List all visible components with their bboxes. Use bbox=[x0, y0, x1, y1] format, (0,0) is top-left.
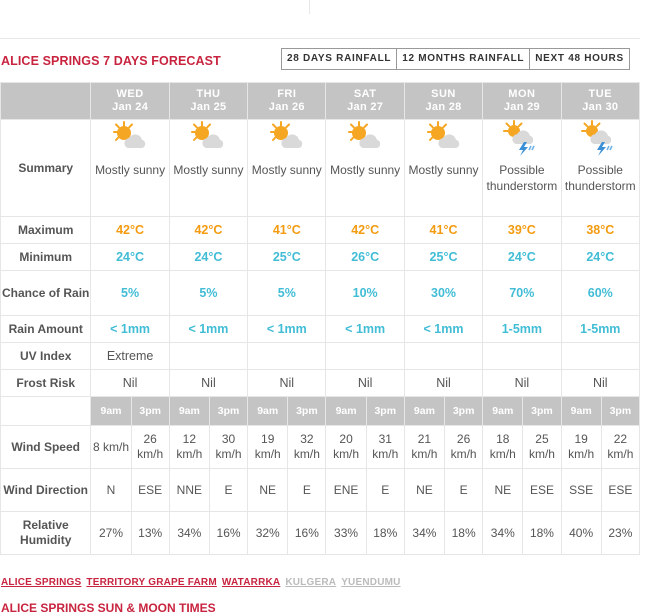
wind-speed-cell: 32 km/h bbox=[288, 426, 326, 469]
sun-cloud-icon bbox=[248, 120, 325, 156]
humidity-cell: 18% bbox=[366, 512, 404, 555]
wind-direction-cell: N bbox=[91, 469, 131, 512]
humidity-cell: 16% bbox=[288, 512, 326, 555]
wind-direction-cell: E bbox=[366, 469, 404, 512]
day-date: Jan 26 bbox=[268, 101, 305, 113]
day-date: Jan 29 bbox=[503, 101, 540, 113]
sun-cloud-icon bbox=[91, 120, 168, 156]
forecast-tabs bbox=[281, 48, 630, 70]
rain-chance-cell: 30% bbox=[404, 271, 482, 316]
max-temp-cell: 38°C bbox=[561, 217, 639, 244]
wind-direction-cell: NNE bbox=[169, 469, 209, 512]
row-label-rain-amount: Rain Amount bbox=[1, 316, 91, 343]
humidity-cell: 18% bbox=[445, 512, 483, 555]
day-header bbox=[248, 83, 326, 120]
location-link[interactable]: WATARRKA bbox=[221, 577, 281, 588]
time-label-9am: 9am bbox=[326, 397, 366, 426]
frost-risk-cell: Nil bbox=[561, 370, 639, 397]
time-label-3pm: 3pm bbox=[523, 397, 561, 426]
day-header bbox=[169, 83, 247, 120]
day-date: Jan 27 bbox=[347, 101, 384, 113]
humidity-cell: 23% bbox=[601, 512, 639, 555]
uv-index-cell: Extreme bbox=[91, 343, 169, 370]
time-label-3pm: 3pm bbox=[601, 397, 639, 426]
tab-12-months-rainfall[interactable]: 12 MONTHS RAINFALL bbox=[397, 48, 530, 70]
location-link[interactable]: ALICE SPRINGS bbox=[1, 577, 82, 588]
row-label-frost-risk: Frost Risk bbox=[1, 370, 91, 397]
wind-direction-cell: E bbox=[209, 469, 247, 512]
wind-speed-cell: 31 km/h bbox=[366, 426, 404, 469]
rain-chance-cell: 5% bbox=[248, 271, 326, 316]
location-link[interactable]: KULGERA bbox=[285, 577, 337, 588]
time-corner bbox=[1, 397, 91, 426]
table-corner bbox=[1, 83, 91, 120]
time-label-9am: 9am bbox=[248, 397, 288, 426]
frost-risk-cell: Nil bbox=[326, 370, 404, 397]
sun-cloud-icon bbox=[405, 120, 482, 156]
time-label-3pm: 3pm bbox=[288, 397, 326, 426]
min-temp-cell: 24°C bbox=[169, 244, 247, 271]
frost-risk-cell: Nil bbox=[248, 370, 326, 397]
frost-risk-cell: Nil bbox=[483, 370, 561, 397]
wind-direction-cell: E bbox=[288, 469, 326, 512]
divider bbox=[0, 38, 640, 39]
row-label-summary: Summary bbox=[1, 120, 91, 217]
wind-speed-cell: 22 km/h bbox=[601, 426, 639, 469]
divider bbox=[309, 0, 310, 14]
sun-cloud-icon bbox=[170, 120, 247, 156]
rain-amount-cell: < 1mm bbox=[404, 316, 482, 343]
wind-speed-cell: 19 km/h bbox=[561, 426, 601, 469]
wind-direction-cell: SSE bbox=[561, 469, 601, 512]
wind-speed-cell: 30 km/h bbox=[209, 426, 247, 469]
wind-direction-cell: NE bbox=[483, 469, 523, 512]
humidity-cell: 27% bbox=[91, 512, 131, 555]
max-temp-cell: 42°C bbox=[91, 217, 169, 244]
tab-28-days-rainfall[interactable]: 28 DAYS RAINFALL bbox=[281, 48, 397, 70]
sun-cloud-icon bbox=[326, 120, 403, 156]
uv-index-cell bbox=[483, 343, 561, 370]
max-temp-cell: 41°C bbox=[404, 217, 482, 244]
rain-chance-cell: 10% bbox=[326, 271, 404, 316]
row-label-uv-index: UV Index bbox=[1, 343, 91, 370]
summary-text: Mostly sunny bbox=[95, 163, 166, 177]
day-header bbox=[91, 83, 169, 120]
summary-cell bbox=[483, 120, 561, 217]
summary-cell bbox=[326, 120, 404, 217]
row-label-wind-speed: Wind Speed bbox=[1, 426, 91, 469]
frost-risk-cell: Nil bbox=[404, 370, 482, 397]
max-temp-cell: 42°C bbox=[326, 217, 404, 244]
day-header bbox=[404, 83, 482, 120]
max-temp-cell: 41°C bbox=[248, 217, 326, 244]
thunderstorm-icon bbox=[562, 120, 639, 156]
rain-amount-cell: 1-5mm bbox=[483, 316, 561, 343]
location-links bbox=[1, 577, 406, 588]
humidity-cell: 40% bbox=[561, 512, 601, 555]
wind-speed-cell: 26 km/h bbox=[445, 426, 483, 469]
day-header bbox=[483, 83, 561, 120]
day-date: Jan 30 bbox=[582, 101, 619, 113]
humidity-cell: 33% bbox=[326, 512, 366, 555]
forecast-table bbox=[0, 82, 640, 555]
time-label-3pm: 3pm bbox=[209, 397, 247, 426]
min-temp-cell: 24°C bbox=[561, 244, 639, 271]
wind-direction-cell: NE bbox=[404, 469, 444, 512]
rain-chance-cell: 60% bbox=[561, 271, 639, 316]
day-name: FRI bbox=[277, 88, 297, 100]
min-temp-cell: 24°C bbox=[91, 244, 169, 271]
uv-index-cell bbox=[561, 343, 639, 370]
summary-cell bbox=[561, 120, 639, 217]
rain-chance-cell: 5% bbox=[91, 271, 169, 316]
humidity-cell: 16% bbox=[209, 512, 247, 555]
time-label-3pm: 3pm bbox=[131, 397, 169, 426]
min-temp-cell: 24°C bbox=[483, 244, 561, 271]
tab-next-48-hours[interactable]: NEXT 48 HOURS bbox=[530, 48, 630, 70]
humidity-cell: 32% bbox=[248, 512, 288, 555]
location-link[interactable]: TERRITORY GRAPE FARM bbox=[86, 577, 217, 588]
frost-risk-cell: Nil bbox=[91, 370, 169, 397]
thunderstorm-icon bbox=[483, 120, 560, 156]
row-label-wind-direction: Wind Direction bbox=[1, 469, 91, 512]
wind-speed-cell: 8 km/h bbox=[91, 426, 131, 469]
row-label-minimum: Minimum bbox=[1, 244, 91, 271]
day-header bbox=[561, 83, 639, 120]
wind-direction-cell: ESE bbox=[601, 469, 639, 512]
wind-direction-cell: ESE bbox=[131, 469, 169, 512]
wind-speed-cell: 21 km/h bbox=[404, 426, 444, 469]
humidity-cell: 34% bbox=[169, 512, 209, 555]
rain-amount-cell: 1-5mm bbox=[561, 316, 639, 343]
rain-amount-cell: < 1mm bbox=[248, 316, 326, 343]
row-label-rain-chance: Chance of Rain bbox=[1, 271, 91, 316]
summary-text: Mostly sunny bbox=[251, 163, 322, 177]
rain-chance-cell: 5% bbox=[169, 271, 247, 316]
rain-chance-cell: 70% bbox=[483, 271, 561, 316]
summary-text: Possible thunderstorm bbox=[564, 163, 636, 193]
time-label-3pm: 3pm bbox=[445, 397, 483, 426]
summary-cell bbox=[404, 120, 482, 217]
summary-text: Mostly sunny bbox=[330, 163, 401, 177]
time-label-9am: 9am bbox=[561, 397, 601, 426]
wind-speed-cell: 26 km/h bbox=[131, 426, 169, 469]
day-date: Jan 24 bbox=[112, 101, 149, 113]
day-name: MON bbox=[508, 88, 536, 100]
wind-speed-cell: 19 km/h bbox=[248, 426, 288, 469]
max-temp-cell: 39°C bbox=[483, 217, 561, 244]
wind-direction-cell: E bbox=[445, 469, 483, 512]
frost-risk-cell: Nil bbox=[169, 370, 247, 397]
uv-index-cell bbox=[248, 343, 326, 370]
humidity-cell: 34% bbox=[483, 512, 523, 555]
min-temp-cell: 25°C bbox=[404, 244, 482, 271]
min-temp-cell: 26°C bbox=[326, 244, 404, 271]
min-temp-cell: 25°C bbox=[248, 244, 326, 271]
location-link[interactable]: YUENDUMU bbox=[341, 577, 401, 588]
uv-index-cell bbox=[404, 343, 482, 370]
wind-speed-cell: 20 km/h bbox=[326, 426, 366, 469]
day-date: Jan 25 bbox=[190, 101, 227, 113]
sun-moon-title: ALICE SPRINGS SUN & MOON TIMES bbox=[1, 601, 216, 615]
day-name: WED bbox=[116, 88, 144, 100]
day-name: THU bbox=[196, 88, 221, 100]
uv-index-cell bbox=[169, 343, 247, 370]
wind-direction-cell: ESE bbox=[523, 469, 561, 512]
summary-cell bbox=[169, 120, 247, 217]
row-label-humidity: Relative Humidity bbox=[1, 512, 91, 555]
time-label-3pm: 3pm bbox=[366, 397, 404, 426]
time-label-9am: 9am bbox=[404, 397, 444, 426]
day-name: SUN bbox=[431, 88, 456, 100]
day-date: Jan 28 bbox=[425, 101, 462, 113]
wind-speed-cell: 25 km/h bbox=[523, 426, 561, 469]
summary-text: Possible thunderstorm bbox=[486, 163, 558, 193]
day-name: TUE bbox=[588, 88, 613, 100]
humidity-cell: 34% bbox=[404, 512, 444, 555]
time-label-9am: 9am bbox=[483, 397, 523, 426]
summary-cell bbox=[248, 120, 326, 217]
summary-cell bbox=[91, 120, 169, 217]
rain-amount-cell: < 1mm bbox=[91, 316, 169, 343]
wind-speed-cell: 18 km/h bbox=[483, 426, 523, 469]
row-label-maximum: Maximum bbox=[1, 217, 91, 244]
wind-speed-cell: 12 km/h bbox=[169, 426, 209, 469]
time-label-9am: 9am bbox=[91, 397, 131, 426]
day-header bbox=[326, 83, 404, 120]
wind-direction-cell: NE bbox=[248, 469, 288, 512]
summary-text: Mostly sunny bbox=[408, 163, 479, 177]
day-name: SAT bbox=[353, 88, 377, 100]
wind-direction-cell: ENE bbox=[326, 469, 366, 512]
time-label-9am: 9am bbox=[169, 397, 209, 426]
humidity-cell: 13% bbox=[131, 512, 169, 555]
rain-amount-cell: < 1mm bbox=[326, 316, 404, 343]
page-title: ALICE SPRINGS 7 DAYS FORECAST bbox=[1, 54, 221, 68]
rain-amount-cell: < 1mm bbox=[169, 316, 247, 343]
uv-index-cell bbox=[326, 343, 404, 370]
summary-text: Mostly sunny bbox=[173, 163, 244, 177]
max-temp-cell: 42°C bbox=[169, 217, 247, 244]
humidity-cell: 18% bbox=[523, 512, 561, 555]
